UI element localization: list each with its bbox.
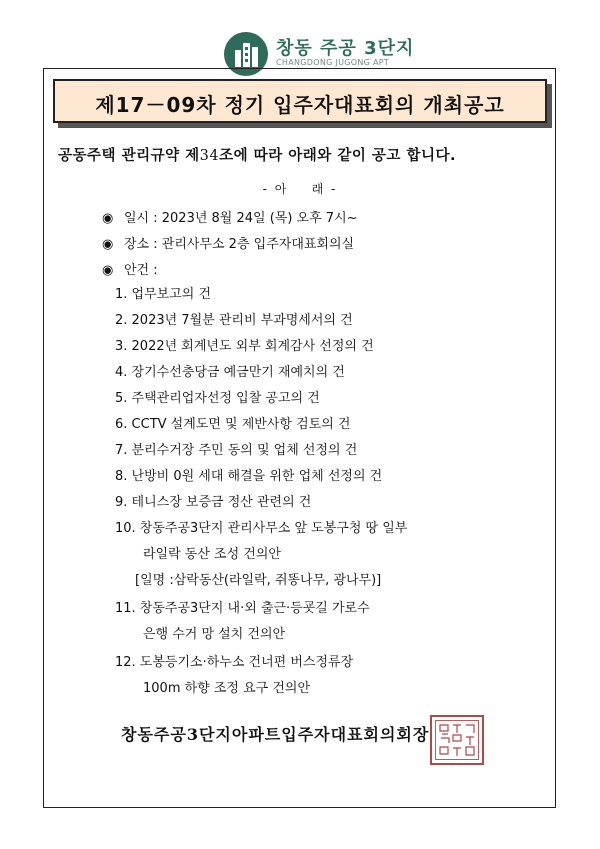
- section-heading: - 아 래 -: [262, 182, 338, 196]
- agenda-item: 8. 난방비 0원 세대 해결을 위한 업체 선정의 건: [115, 469, 383, 484]
- agenda-item: 9. 테니스장 보증금 정산 관련의 건: [115, 495, 312, 510]
- intro-before: 공동주택 관리규약 제: [58, 148, 200, 164]
- agenda-item: 1. 업무보고의 건: [115, 287, 212, 302]
- bullet-mark: ◉: [102, 237, 114, 252]
- agenda-item-continued: 100m 하향 조정 요구 건의안: [143, 681, 311, 696]
- signature-line: 창동주공3단지아파트입주자대표회의회장: [121, 725, 430, 744]
- bullet-mark: ◉: [102, 263, 114, 278]
- bullet-agenda: [102, 259, 158, 278]
- agenda-item-note: [일명 :삼락동산(라일락, 쥐똥나무, 광나무)]: [135, 573, 382, 588]
- agenda-item: 11. 창동주공3단지 내·외 출근·등굣길 가로수: [115, 601, 370, 616]
- bullet-date: [102, 207, 358, 226]
- agenda-item: 7. 분리수거장 주민 동의 및 업체 선정의 건: [115, 443, 358, 458]
- agenda-item: 2. 2023년 7월분 관리비 부과명세서의 건: [115, 313, 353, 328]
- agenda-item-continued: 은행 수거 망 설치 건의안: [143, 627, 286, 642]
- logo-name: 창동 주공 3단지: [276, 38, 415, 59]
- agenda-item: 3. 2022년 회계년도 외부 회계감사 선정의 건: [115, 339, 374, 354]
- document-frame: [43, 68, 556, 808]
- intro-sentence: [58, 144, 456, 165]
- agenda-item: 5. 주택관리업자선정 입찰 공고의 건: [115, 391, 320, 406]
- official-seal-stamp-icon: [430, 715, 484, 765]
- title-box: [53, 79, 547, 123]
- agenda-item: 10. 창동주공3단지 관리사무소 앞 도봉구청 땅 일부: [115, 521, 408, 536]
- page-title: 제17－09차 정기 입주자대표회의 개최공고: [95, 93, 505, 117]
- agenda-item-continued: 라일락 동산 조성 건의안: [143, 547, 281, 562]
- agenda-item: 12. 도봉등기소·하누소 건너편 버스정류장: [115, 655, 354, 670]
- bullet-text: 안건 :: [124, 263, 158, 278]
- bullet-place: [102, 233, 354, 252]
- agenda-item: 6. CCTV 설계도면 및 제반사항 검토의 건: [115, 417, 351, 432]
- intro-number: 34: [199, 148, 220, 164]
- bullet-text: 일시 : 2023년 8월 24일 (목) 오후 7시~: [124, 211, 358, 226]
- agenda-item: 4. 장기수선충당금 예금만기 재예치의 건: [115, 365, 345, 380]
- bullet-text: 장소 : 관리사무소 2층 입주자대표회의실: [124, 237, 355, 252]
- logo-subtitle: CHANGDONG JUGONG APT: [276, 58, 390, 67]
- bullet-mark: ◉: [102, 211, 114, 226]
- intro-after: 조에 따라 아래와 같이 공고 합니다.: [219, 148, 456, 164]
